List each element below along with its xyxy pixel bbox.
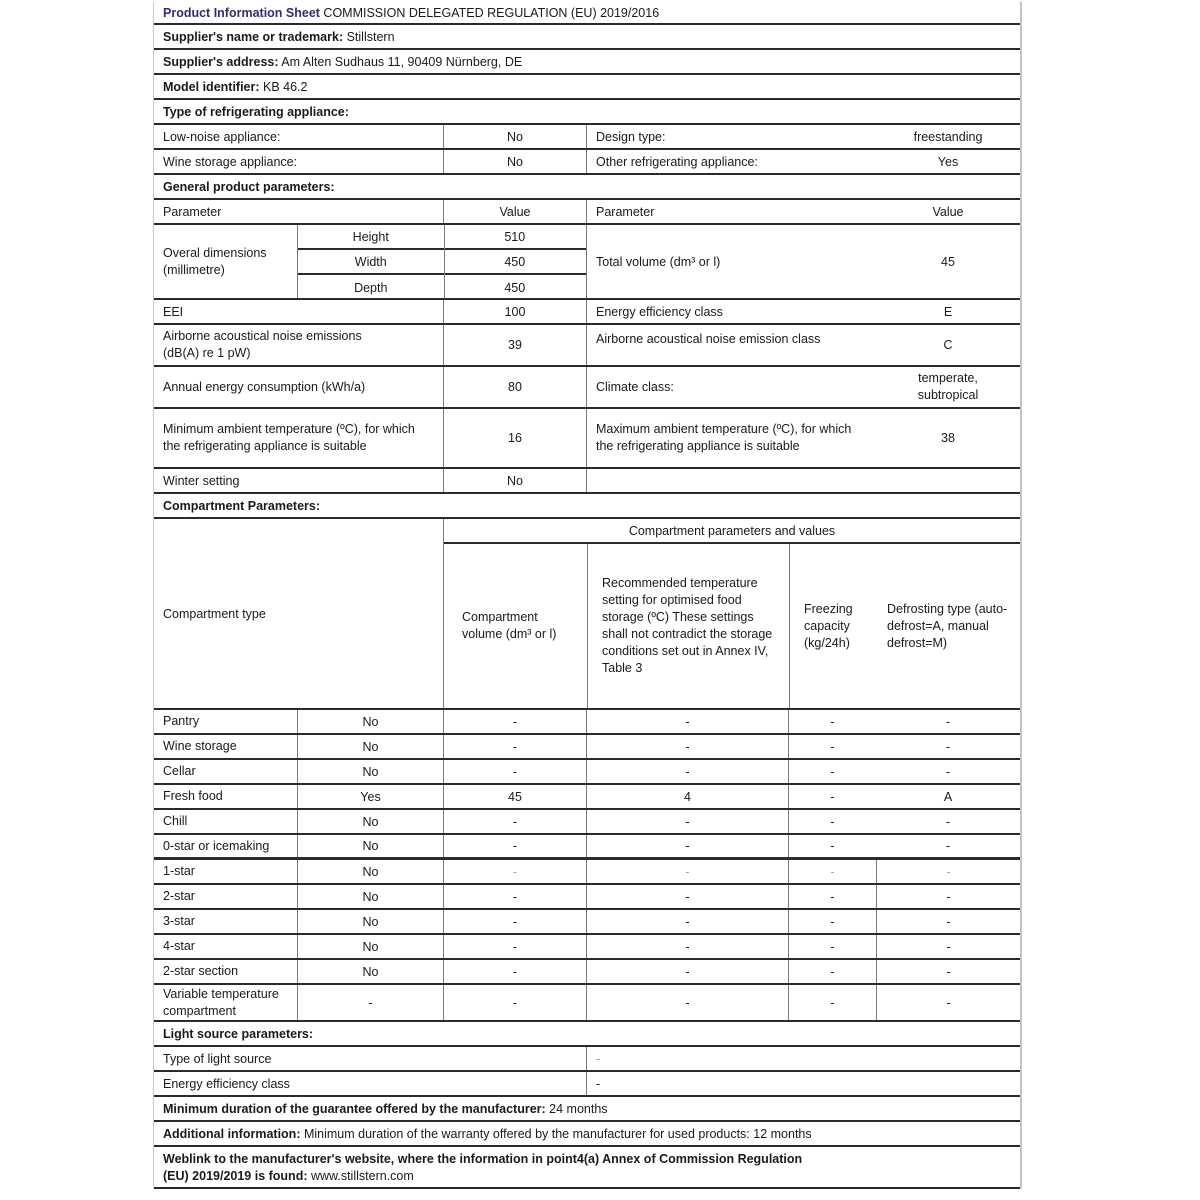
light-class-value: - bbox=[586, 1072, 1020, 1095]
compartment-defrost-type: - bbox=[945, 714, 951, 729]
additional-info-value: Minimum duration of the warranty offered by the manufacturer for used products: 12 months bbox=[300, 1126, 812, 1141]
max-temp-value: 38 bbox=[941, 431, 955, 445]
guarantee-value: 24 months bbox=[545, 1101, 608, 1116]
compartment-freezing-capacity: - bbox=[788, 885, 876, 908]
compartment-volume: - bbox=[443, 860, 586, 883]
compartment-row bbox=[154, 760, 1020, 785]
compartment-temperature: - bbox=[586, 810, 788, 833]
compartment-defrost-type: - bbox=[945, 839, 951, 853]
guarantee-row bbox=[154, 1097, 1020, 1122]
supplier-name-value: Stillstern bbox=[343, 29, 395, 44]
climate-class-label: Climate class: bbox=[586, 367, 876, 407]
compartment-freezing-capacity: - bbox=[788, 785, 876, 808]
compartment-type: Chill bbox=[163, 814, 188, 828]
dimensions-label: Overal dimensions (millimetre) bbox=[163, 245, 267, 277]
noise-class-label: Airborne acoustical noise emission class bbox=[586, 325, 876, 365]
compartment-freezing-capacity: - bbox=[788, 935, 876, 958]
wine-storage-appliance-value: No bbox=[443, 150, 586, 173]
total-volume-label: Total volume (dm³ or l) bbox=[586, 225, 876, 298]
compartment-temperature: 4 bbox=[586, 785, 788, 808]
compartment-row bbox=[154, 960, 1020, 985]
compartment-present: No bbox=[297, 760, 443, 783]
light-heading-row bbox=[154, 1022, 1020, 1047]
compartment-row bbox=[154, 910, 1020, 935]
light-class-label: Energy efficiency class bbox=[163, 1076, 290, 1091]
compartment-row bbox=[154, 985, 1020, 1022]
col-parameter-right: Parameter bbox=[586, 200, 876, 223]
dimensions-row bbox=[154, 225, 1020, 300]
compartment-type: 1-star bbox=[163, 864, 195, 878]
col-value-left: Value bbox=[443, 200, 586, 223]
compartment-defrost-type: - bbox=[945, 764, 951, 779]
compartment-row bbox=[154, 735, 1020, 760]
compartment-present: No bbox=[297, 710, 443, 733]
height-label: Height bbox=[352, 229, 389, 244]
compartment-freezing-capacity: - bbox=[788, 710, 876, 733]
compartment-volume: - bbox=[443, 835, 586, 857]
weblink-value[interactable]: www.stillstern.com bbox=[307, 1169, 414, 1183]
compartment-present: No bbox=[297, 835, 443, 857]
compartment-type: Wine storage bbox=[163, 739, 237, 753]
col-parameter-left: Parameter bbox=[163, 204, 222, 219]
compartment-present: Yes bbox=[297, 785, 443, 808]
compartment-row bbox=[154, 835, 1020, 860]
compartment-freezing-capacity: - bbox=[788, 860, 876, 883]
compartment-type: 4-star bbox=[163, 939, 195, 953]
compartment-type: Cellar bbox=[163, 764, 196, 778]
compartment-present: No bbox=[297, 910, 443, 933]
noise-label: Airborne acoustical noise emissions (dB(A) re 1 pW) bbox=[163, 329, 362, 360]
eei-value: 100 bbox=[443, 300, 586, 323]
compartment-present: No bbox=[297, 810, 443, 833]
compartment-defrost-type: - bbox=[876, 960, 1020, 983]
compartment-temperature: - bbox=[586, 735, 788, 758]
light-class-row bbox=[154, 1072, 1020, 1097]
compartment-freezing-capacity: - bbox=[788, 735, 876, 758]
weblink-label: Weblink to the manufacturer's website, where the information in point4(a) Annex of Commission Regulation (EU) 2019/2019 is found: bbox=[163, 1152, 803, 1183]
compartment-freezing-capacity: - bbox=[788, 985, 876, 1020]
compartment-temperature: - bbox=[586, 910, 788, 933]
general-heading: General product parameters: bbox=[163, 179, 335, 194]
compartment-present: No bbox=[297, 885, 443, 908]
annual-energy-row bbox=[154, 367, 1020, 409]
compartment-row bbox=[154, 885, 1020, 910]
appliance-type-heading-row bbox=[154, 100, 1020, 125]
supplier-name-label: Supplier's name or trademark: bbox=[163, 29, 344, 44]
compartment-group-header: Compartment parameters and values bbox=[444, 519, 1020, 544]
eei-row bbox=[154, 300, 1020, 325]
compartment-volume: - bbox=[443, 885, 586, 908]
compartment-defrost-type: - bbox=[876, 935, 1020, 958]
compartment-freezing-capacity: - bbox=[788, 835, 876, 857]
width-value: 450 bbox=[504, 254, 526, 269]
energy-class-label: Energy efficiency class bbox=[586, 300, 876, 323]
other-appliance-label: Other refrigerating appliance: bbox=[586, 150, 876, 173]
energy-class-value: E bbox=[943, 304, 953, 319]
compartment-freezing-capacity: - bbox=[788, 760, 876, 783]
col-compartment-volume: Compartment volume (dm³ or l) bbox=[462, 610, 557, 641]
wine-storage-appliance-label: Wine storage appliance: bbox=[163, 154, 298, 169]
compartment-row bbox=[154, 810, 1020, 835]
low-noise-value: No bbox=[443, 125, 586, 148]
compartment-defrost-type: - bbox=[945, 814, 951, 829]
max-temp-label: Maximum ambient temperature (ºC), for which the refrigerating appliance is suitable bbox=[586, 409, 876, 467]
guarantee-label: Minimum duration of the guarantee offered by the manufacturer: bbox=[163, 1101, 546, 1116]
height-value: 510 bbox=[504, 229, 526, 244]
sheet-title-row bbox=[154, 2, 1020, 25]
compartment-temperature: - bbox=[586, 710, 788, 733]
ambient-temperature-row bbox=[154, 409, 1020, 469]
other-appliance-value: Yes bbox=[937, 154, 959, 169]
compartment-temperature: - bbox=[586, 885, 788, 908]
compartment-present: - bbox=[297, 985, 443, 1020]
compartment-temperature: - bbox=[586, 960, 788, 983]
compartment-defrost-type: - bbox=[876, 885, 1020, 908]
winter-setting-row bbox=[154, 469, 1020, 494]
compartment-temperature: - bbox=[586, 985, 788, 1020]
compartment-volume: - bbox=[443, 935, 586, 958]
col-recommended-temperature: Recommended temperature setting for optimised food storage (ºC) These settings shall not contradict the storage conditions set out in Annex IV, Table 3 bbox=[587, 544, 789, 708]
compartment-type: Pantry bbox=[163, 714, 200, 728]
compartment-type: 2-star section bbox=[163, 964, 239, 978]
depth-label: Depth bbox=[354, 280, 388, 295]
compartment-header-row bbox=[154, 519, 1020, 710]
compartment-row bbox=[154, 935, 1020, 960]
compartment-heading: Compartment Parameters: bbox=[163, 498, 320, 513]
col-value-right: Value bbox=[932, 204, 964, 219]
col-defrosting-type: Defrosting type (auto-defrost=A, manual defrost=M) bbox=[887, 601, 1008, 650]
wine-storage-appliance-row bbox=[154, 150, 1020, 175]
compartment-type: Fresh food bbox=[163, 789, 223, 803]
compartment-freezing-capacity: - bbox=[788, 910, 876, 933]
climate-class-value: temperate, subtropical bbox=[917, 371, 979, 402]
compartment-temperature: - bbox=[586, 835, 788, 857]
compartment-freezing-capacity: - bbox=[788, 810, 876, 833]
additional-info-label: Additional information: bbox=[163, 1126, 301, 1141]
compartment-type: Variable temperature compartment bbox=[163, 986, 279, 1018]
compartment-temperature: - bbox=[586, 935, 788, 958]
compartment-defrost-type: - bbox=[876, 860, 1020, 883]
compartment-present: No bbox=[297, 860, 443, 883]
compartment-defrost-type: A bbox=[943, 789, 953, 804]
low-noise-label: Low-noise appliance: bbox=[163, 129, 281, 144]
depth-value: 450 bbox=[504, 280, 526, 295]
sheet-title-prefix: Product Information Sheet bbox=[163, 5, 320, 20]
compartment-present: No bbox=[297, 960, 443, 983]
design-type-label: Design type: bbox=[586, 125, 876, 148]
compartment-present: No bbox=[297, 935, 443, 958]
compartment-temperature: - bbox=[586, 760, 788, 783]
compartment-row bbox=[154, 710, 1020, 735]
compartment-type: 0-star or icemaking bbox=[163, 838, 270, 853]
compartment-defrost-type: - bbox=[876, 910, 1020, 933]
compartment-row bbox=[154, 860, 1020, 885]
annual-energy-value: 80 bbox=[443, 367, 586, 407]
light-heading: Light source parameters: bbox=[163, 1026, 314, 1041]
supplier-address-value: Am Alten Sudhaus 11, 90409 Nürnberg, DE bbox=[278, 54, 523, 69]
appliance-type-heading: Type of refrigerating appliance: bbox=[163, 104, 349, 119]
supplier-name-row bbox=[154, 25, 1020, 50]
weblink-row bbox=[154, 1147, 1020, 1189]
sheet-title: COMMISSION DELEGATED REGULATION (EU) 2019/2016 bbox=[319, 5, 660, 20]
compartment-defrost-type: - bbox=[945, 739, 951, 754]
compartment-volume: - bbox=[443, 710, 586, 733]
supplier-address-row bbox=[154, 50, 1020, 75]
compartment-row bbox=[154, 785, 1020, 810]
col-compartment-type: Compartment type bbox=[163, 606, 266, 621]
low-noise-row bbox=[154, 125, 1020, 150]
noise-row bbox=[154, 325, 1020, 367]
compartment-defrost-type: - bbox=[876, 985, 1020, 1020]
winter-setting-label: Winter setting bbox=[163, 473, 240, 488]
compartment-type: 2-star bbox=[163, 889, 195, 903]
compartment-type: 3-star bbox=[163, 914, 195, 928]
light-type-value: - bbox=[586, 1047, 1020, 1070]
compartment-freezing-capacity: - bbox=[788, 960, 876, 983]
supplier-address-label: Supplier's address: bbox=[163, 54, 279, 69]
compartment-volume: - bbox=[443, 960, 586, 983]
compartment-temperature: - bbox=[586, 860, 788, 883]
compartment-present: No bbox=[297, 735, 443, 758]
compartment-volume: - bbox=[443, 810, 586, 833]
design-type-value: freestanding bbox=[913, 129, 983, 144]
min-temp-label: Minimum ambient temperature (ºC), for which the refrigerating appliance is suitable bbox=[163, 422, 415, 453]
model-identifier-label: Model identifier: bbox=[163, 79, 260, 94]
compartment-volume: - bbox=[443, 735, 586, 758]
light-type-label: Type of light source bbox=[163, 1051, 272, 1066]
total-volume-value: 45 bbox=[941, 254, 955, 269]
general-column-header-row bbox=[154, 200, 1020, 225]
min-temp-value: 16 bbox=[443, 409, 586, 467]
eei-label: EEI bbox=[163, 304, 184, 319]
col-freezing-capacity: Freezing capacity (kg/24h) bbox=[789, 544, 877, 708]
noise-class-value: C bbox=[943, 338, 953, 352]
compartment-volume: 45 bbox=[443, 785, 586, 808]
model-identifier-row bbox=[154, 75, 1020, 100]
light-type-row bbox=[154, 1047, 1020, 1072]
general-heading-row bbox=[154, 175, 1020, 200]
winter-setting-value: No bbox=[443, 469, 586, 492]
compartment-volume: - bbox=[443, 910, 586, 933]
compartment-heading-row bbox=[154, 494, 1020, 519]
compartment-rows bbox=[154, 710, 1020, 1022]
width-label: Width bbox=[354, 254, 387, 269]
noise-value: 39 bbox=[443, 325, 586, 365]
compartment-volume: - bbox=[443, 985, 586, 1020]
annual-energy-label: Annual energy consumption (kWh/a) bbox=[163, 380, 366, 394]
additional-info-row bbox=[154, 1122, 1020, 1147]
product-information-sheet bbox=[153, 2, 1022, 1189]
compartment-volume: - bbox=[443, 760, 586, 783]
model-identifier-value: KB 46.2 bbox=[259, 79, 308, 94]
